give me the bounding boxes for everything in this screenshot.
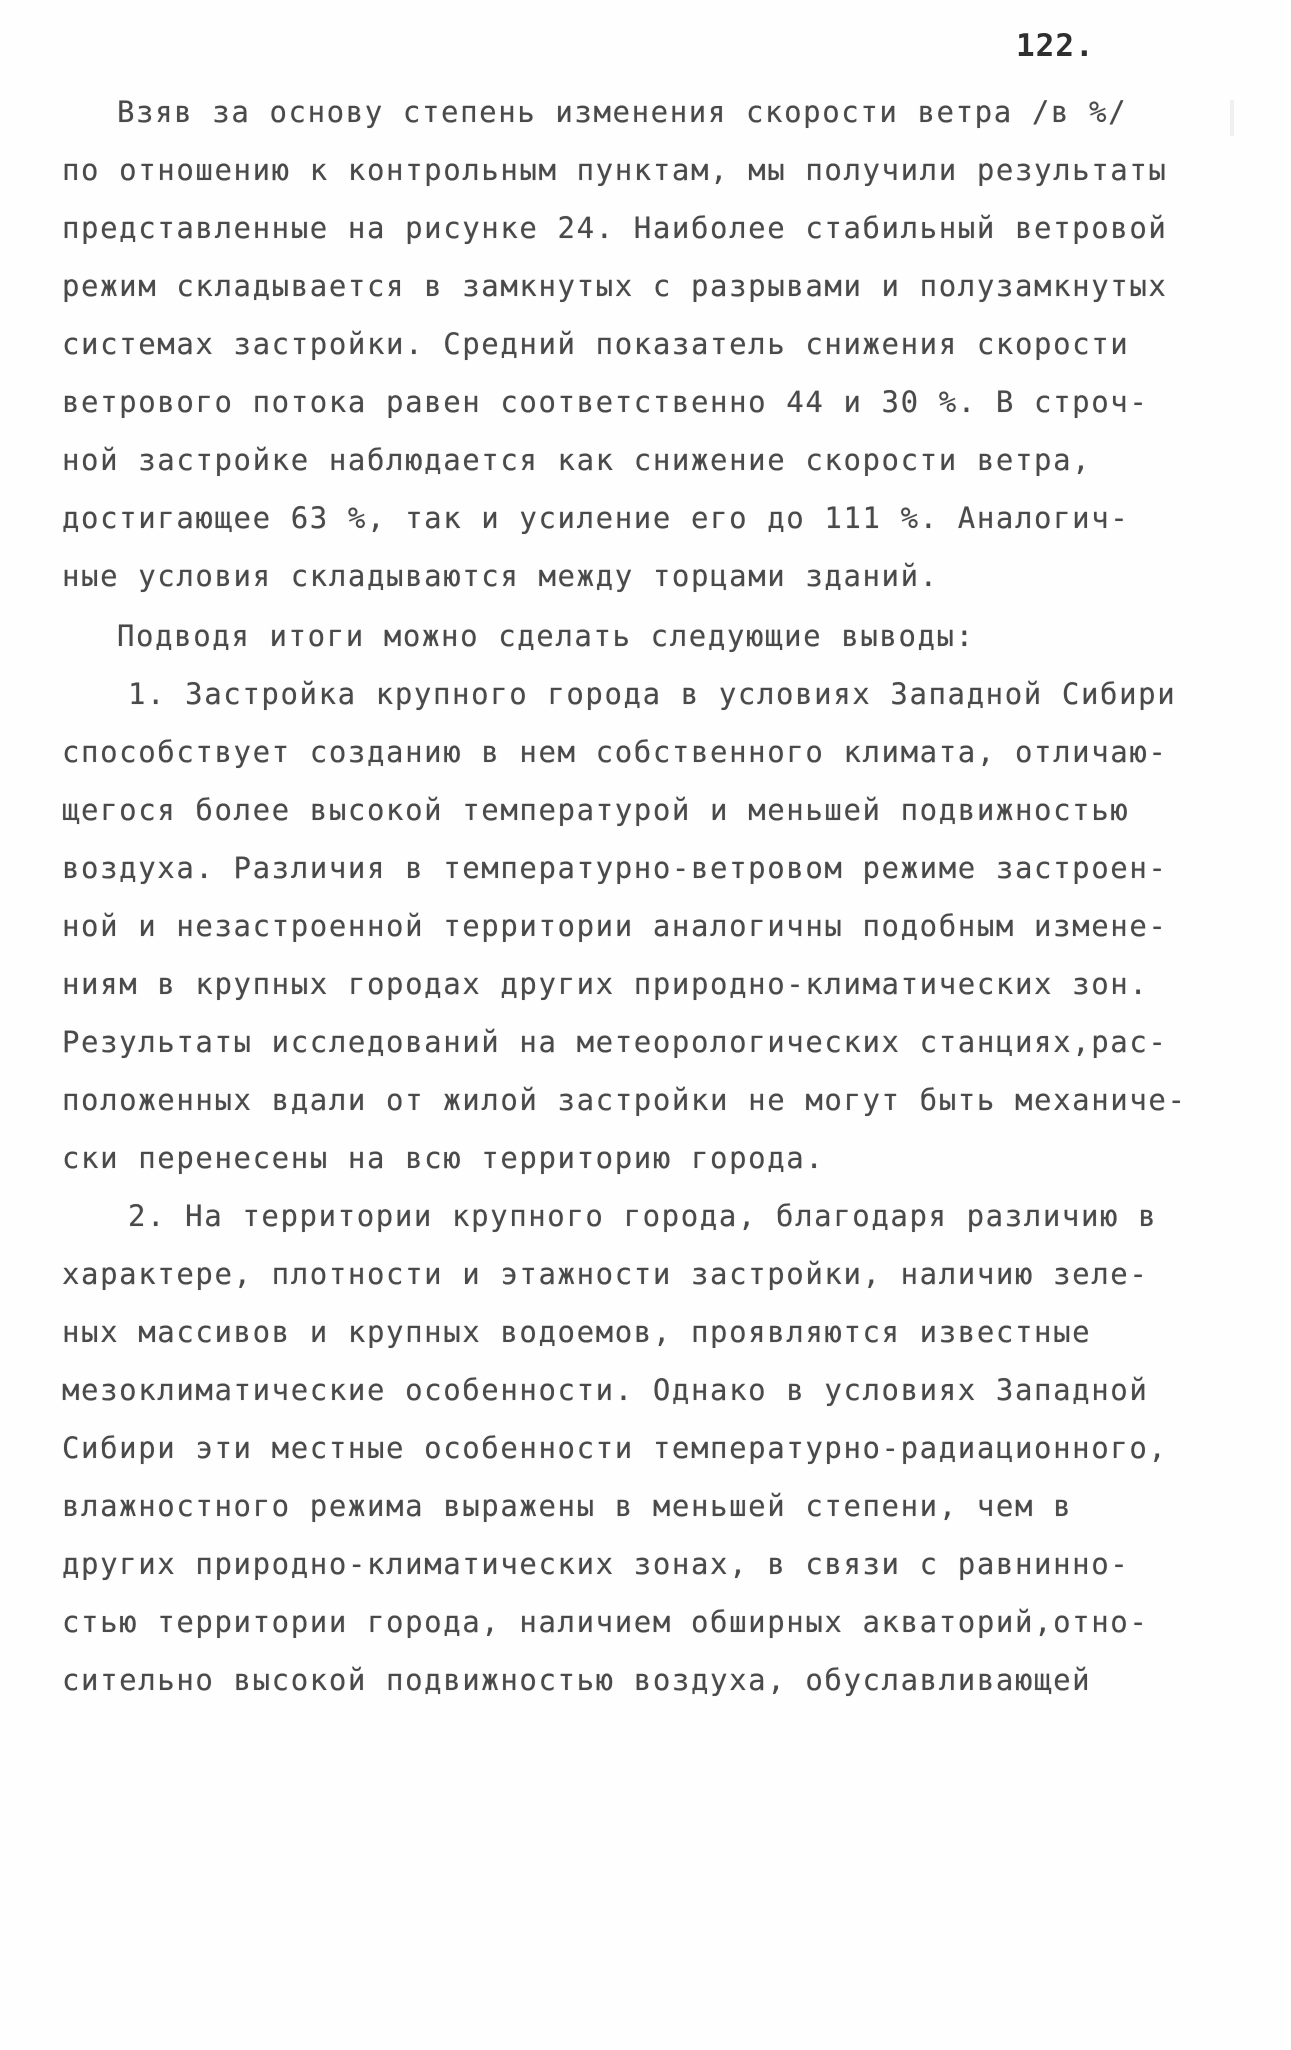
text-line-28: сительно высокой подвижностью воздуха, обуславливающей (62, 1663, 1092, 1697)
text-line-13: щегося более высокой температурой и меньшей подвижностью (62, 793, 1130, 827)
text-line-15: ной и незастроенной территории аналогичны подобным измене- (62, 909, 1168, 943)
text-line-12: способствует созданию в нем собственного климата, отличаю- (62, 735, 1168, 769)
text-line-8: достигающее 63 %, так и усиление его до 111 %. Аналогич- (62, 501, 1130, 535)
text-line-11: 1. Застройка крупного города в условиях Западной Сибири (128, 677, 1177, 711)
text-line-5: системах застройки. Средний показатель снижения скорости (62, 327, 1130, 361)
text-line-4: режим складывается в замкнутых с разрывами и полузамкнутых (62, 269, 1168, 303)
text-line-9: ные условия складываются между торцами зданий. (62, 559, 939, 593)
text-line-14: воздуха. Различия в температурно-ветровом режиме застроен- (62, 851, 1168, 885)
text-line-16: ниям в крупных городах других природно-климатических зон. (62, 967, 1149, 1001)
text-line-20: 2. На территории крупного города, благодаря различию в (128, 1199, 1158, 1233)
text-line-22: ных массивов и крупных водоемов, проявляются известные (62, 1315, 1092, 1349)
text-line-26: других природно-климатических зонах, в связи с равнинно- (62, 1547, 1130, 1581)
page-number: 122. (1016, 28, 1095, 64)
text-line-17: Результаты исследований на метеорологических станциях,рас- (62, 1025, 1168, 1059)
text-line-18: положенных вдали от жилой застройки не могут быть механиче- (62, 1083, 1187, 1117)
text-line-25: влажностного режима выражены в меньшей степени, чем в (62, 1489, 1073, 1523)
text-line-19: ски перенесены на всю территорию города. (62, 1141, 825, 1175)
text-line-1: Взяв за основу степень изменения скорости ветра /в %/ (117, 95, 1128, 129)
scan-edge-mark (1230, 100, 1234, 136)
text-line-23: мезоклиматические особенности. Однако в условиях Западной (62, 1373, 1149, 1407)
text-line-7: ной застройке наблюдается как снижение скорости ветра, (62, 443, 1092, 477)
text-line-3: представленные на рисунке 24. Наиболее стабильный ветровой (62, 211, 1168, 245)
text-line-6: ветрового потока равен соответственно 44 и 30 %. В строч- (62, 385, 1149, 419)
text-line-2: по отношению к контрольным пунктам, мы получили результаты (62, 153, 1168, 187)
text-line-10: Подводя итоги можно сделать следующие выводы: (117, 619, 975, 653)
text-line-27: стью территории города, наличием обширных акваторий,отно- (62, 1605, 1149, 1639)
text-line-24: Сибири эти местные особенности температурно-радиационного, (62, 1431, 1168, 1465)
text-line-21: характере, плотности и этажности застройки, наличию зеле- (62, 1257, 1149, 1291)
